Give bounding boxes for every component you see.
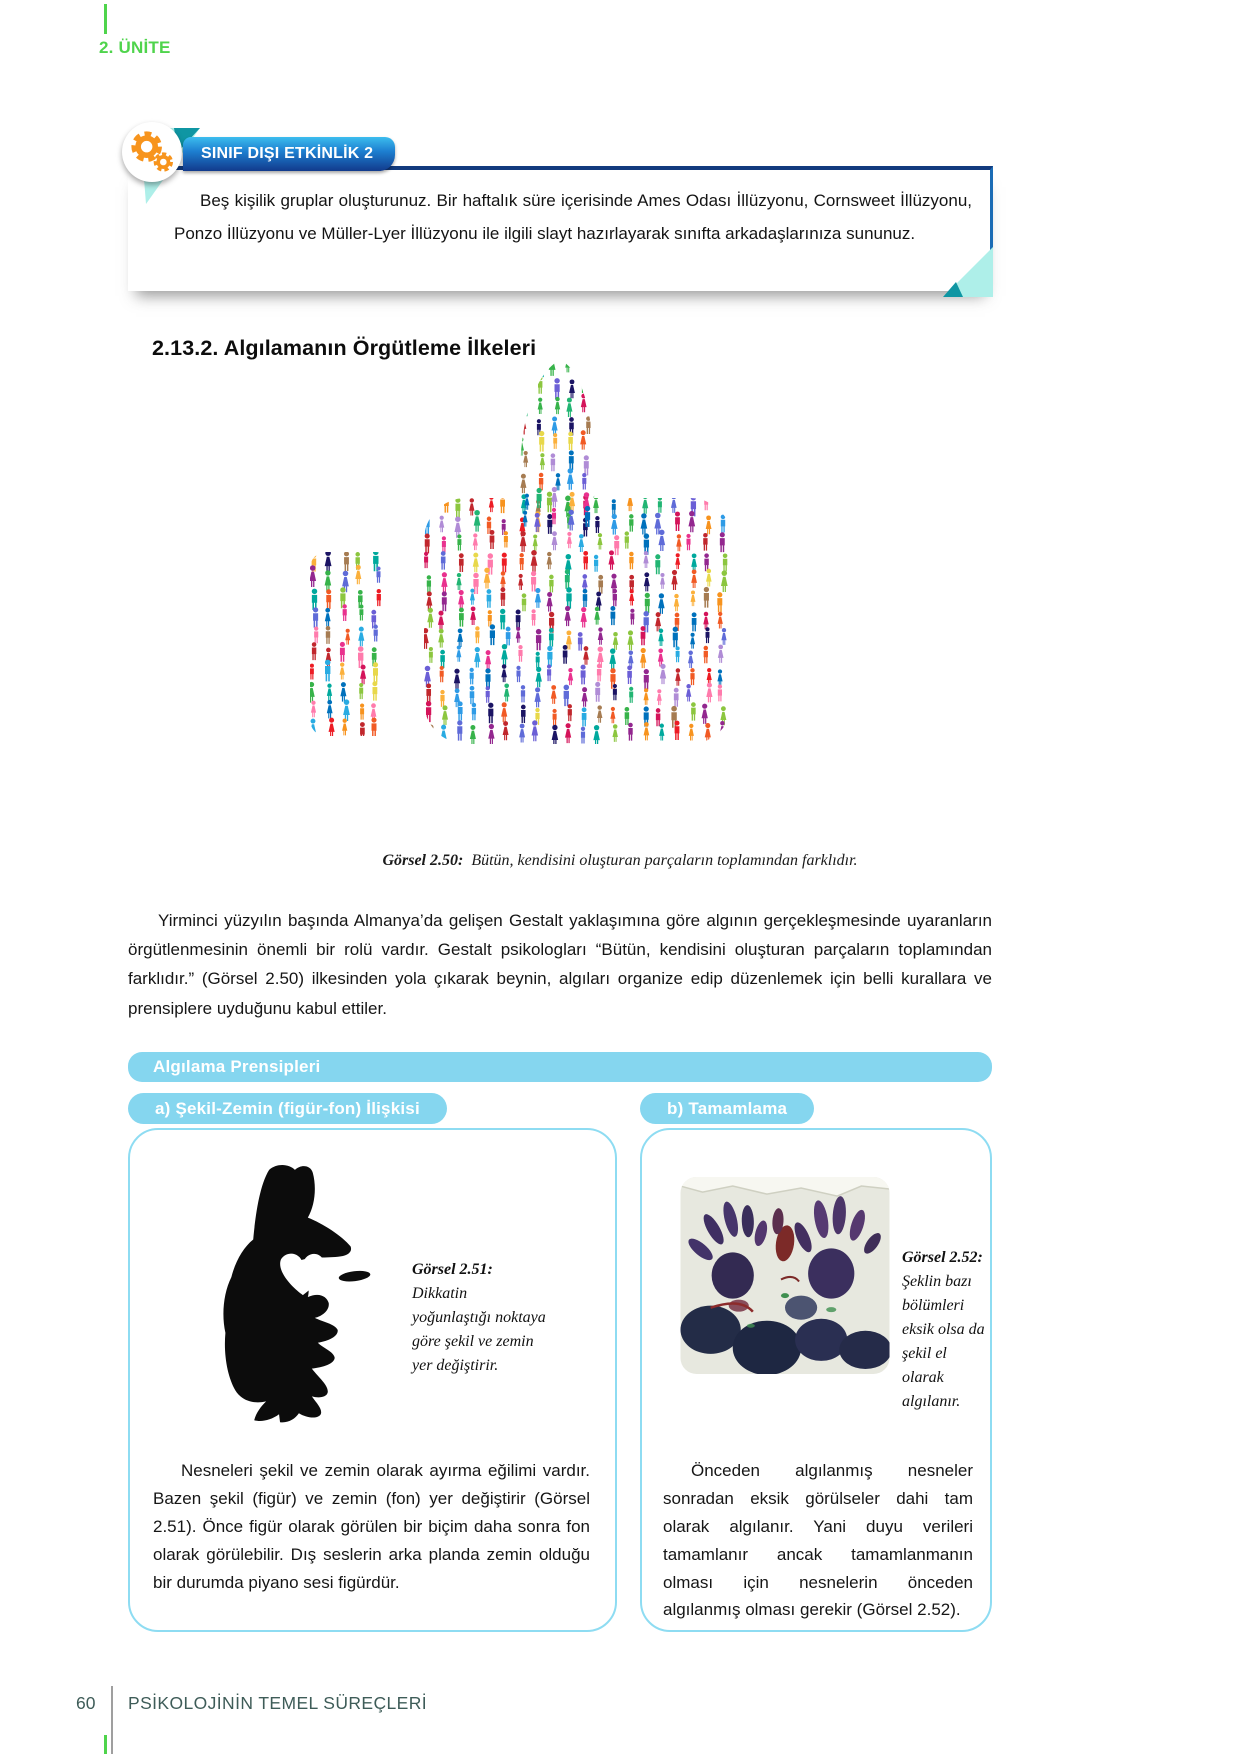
principles-banner [128,1052,992,1082]
footer-separator [111,1686,113,1754]
activity-title: SINIF DIŞI ETKİNLİK 2 [201,145,374,162]
unit-label: 2. ÜNİTE [99,38,171,57]
footer-title: PSİKOLOJİNİN TEMEL SÜREÇLERİ [128,1693,428,1713]
figure-people-svg [300,350,740,750]
figure-2-51-caption-text: Dikkatin yoğunlaştığı noktaya göre şekil ve zemin yer değiştirir. [412,1285,546,1374]
tab-figure-ground-label: a) Şekil-Zemin (figür-fon) İlişkisi [155,1098,420,1118]
principles-banner-label: Algılama Prensipleri [153,1057,321,1076]
figure-2-51-label: Görsel 2.51: [412,1261,493,1278]
figure-2-51-image [170,1156,402,1454]
activity-body-text: Beş kişilik gruplar oluşturunuz. Bir haftalık süre içerisinde Ames Odası İllüzyonu, Cornsweet İllüzyonu, Ponzo İllüzyonu ve Müller-Lyer İllüzyonu ile ilgili slayt hazırlayarak sınıfta arkadaşlarınıza sununuz. [174,191,972,244]
unit-accent-line [104,4,107,34]
section-heading: 2.13.2. Algılamanın Örgütleme İlkeleri [152,336,537,360]
activity-box [128,145,993,291]
figure-ground-paragraph: Nesneleri şekil ve zemin olarak ayırma eğilimi vardır. Bazen şekil (figür) ve zemin (fon) yer değiştirir (Görsel 2.51). Önce figür olarak görülen bir biçim daha sonra fon olarak görülebilir. Dış seslerin arka planda zemin olduğu bir durumda piyano sesi figürdür. [153,1461,590,1592]
figure-2-52-caption-text: Şeklin bazı bölümleri eksik olsa da şekil el olarak algılanır. [902,1273,985,1410]
gear-icon [122,122,182,182]
tab-completion [640,1093,814,1124]
tab-completion-label: b) Tamamlama [667,1098,788,1118]
gestalt-paragraph: Yirminci yüzyılın başında Almanya’da gelişen Gestalt yaklaşımına göre algının gerçekleşmesinde uyaranların örgütlenmesinin önemli bir rolü vardır. Gestalt psikologları “Bütün, kendisini oluşturan parçaların toplamından farklıdır.” (Görsel 2.50) ilkesinden yola çıkarak beynin, algıları organize edip düzenlemek için belli kurallara ve prensiplere uyduğunu kabul ettiler. [128,911,992,1018]
folded-corner [943,245,993,297]
completion-paragraph: Önceden algılanmış nesneler sonradan eksik görülseler dahi tam olarak algılanır. Yani duyu verileri tamamlanır ancak tamamlanmanın olması için nesnelerin önceden algılanmış olması gerekir (Görsel 2.52). [663,1461,973,1620]
activity-title-banner [183,137,395,171]
completion-box [640,1128,992,1632]
figure-2-51-caption [412,1258,550,1378]
figure-2-52-caption [902,1246,988,1414]
figure-2-50-caption [130,852,1110,870]
figure-2-52-label: Görsel 2.52: [902,1249,983,1266]
tab-figure-ground [128,1093,447,1124]
figure-2-50-caption-text: Bütün, kendisini oluşturan parçaların toplamından farklıdır. [471,852,858,869]
figure-2-50-image [300,350,740,750]
page-number: 60 [76,1693,96,1713]
figure-2-50-label: Görsel 2.50: [382,852,464,869]
figure-ground-box [128,1128,617,1632]
bottom-accent-line [104,1735,107,1754]
figure-2-52-image [680,1177,890,1374]
